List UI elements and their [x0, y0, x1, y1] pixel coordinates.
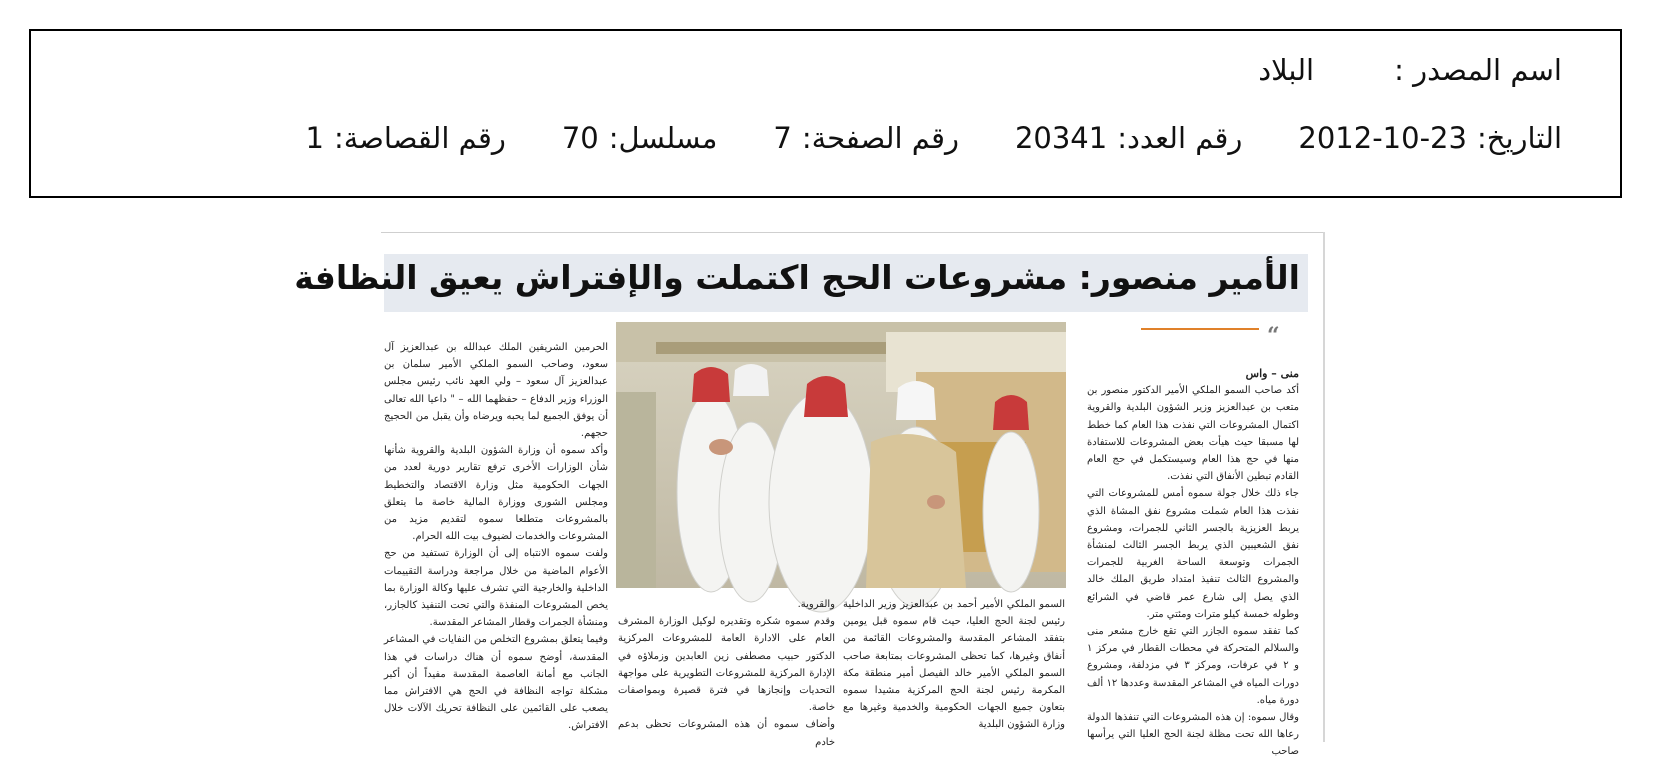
quote-mark-icon: “	[1267, 323, 1280, 349]
source-label: اسم المصدر :	[1394, 53, 1562, 87]
issue-value: 20341	[1014, 121, 1108, 155]
column-4-paragraph: الحرمين الشريفين الملك عبدالله بن عبدالعزيز آل سعود، وصاحب السمو الملكي الأمير سلمان بن عبدالعزيز آل سعود – ولي العهد نائب رئيس مجلس الوزراء وزير الدفاع – حفظهما الله – " داعيا الله تعالى أن يوفق الجميع لما يحبه ويرضاه وأن يقبل من الحجيج حجهم.	[384, 342, 608, 440]
clip-number-field	[306, 121, 506, 155]
details-row	[306, 121, 1563, 155]
clip-top-rule	[381, 232, 1325, 233]
column-3-paragraph: وأضاف سموه أن هذه المشروعات تحظى بدعم خادم	[618, 719, 835, 748]
serial-field	[562, 121, 718, 155]
column-3-paragraph: والقروية.	[797, 599, 835, 610]
column-4-paragraph: وفيما يتعلق بمشروع التخلص من النفايات في المشاعر المقدسة، أوضح سموه أن هناك دراسات في هذا الجانب مع أمانة العاصمة المقدسة مفيداً أن أكبر مشكلة تواجه النظافة في الحج هي الافتراش مما يصعب على القائمين على النظافة تحريك الآلات خلال الافتراش.	[384, 634, 608, 732]
page-value: 7	[773, 121, 792, 155]
article-column-4	[384, 339, 608, 739]
clip-number-value: 1	[305, 121, 324, 155]
column-1-paragraph: جاء ذلك خلال جولة سموه أمس للمشروعات التي نفذت هذا العام شملت مشروع نفق المشاة الذي يربط العزيزية بالجسر الثاني للجمرات، ومشروع نفق الشعيبين الذي يربط الجسر الثالث لمنشأة الجمرات وتوسعة الساحة الغربية للجمرات والمشروع الثالث تنفيذ امتداد طريق الملك خالد الذي يصل إلى شارع عمر قاضي في الشرائع وطوله خمسة كيلو مترات ومئتي متر.	[1087, 488, 1299, 620]
article-byline: منى – واس	[1245, 367, 1299, 380]
column-1-paragraph: أكد صاحب السمو الملكي الأمير الدكتور منصور بن متعب بن عبدالعزيز وزير الشؤون البلدية والقروية اكتمال المشروعات التي نفذت هذا العام كما خطط لها مسبقا حيث هيأت بعض المشروعات للاستفادة منها في حج هذا العام وسيستكمل في حج العام القادم تبطين الأنفاق التي نفذت.	[1087, 385, 1299, 483]
page-field	[773, 121, 959, 155]
column-1-paragraph: وقال سموه: إن هذه المشروعات التي تنفذها الدولة رعاها الله تحت مظلة لجنة الحج العليا التي يرأسها صاحب	[1087, 712, 1299, 758]
source-value: البلاد	[1258, 53, 1315, 87]
serial-label: مسلسل:	[608, 121, 718, 155]
serial-value: 70	[561, 121, 599, 155]
date-label: التاريخ:	[1476, 121, 1562, 155]
headline-bar	[294, 254, 1308, 312]
article-headline: الأمير منصور: مشروعات الحج اكتملت والإفتراش يعيق النظافة	[294, 258, 1300, 297]
column-4-paragraph: ولفت سموه الانتباه إلى أن الوزارة تستفيد من حج الأعوام الماضية من خلال مراجعة ودراسة التقييمات الداخلية والخارجية التي تشرف عليها وكالة الوزارة بما يخص المشروعات المنفذة والتي تحت التنفيذ كالجازر، ومنشأة الجمرات وقطار المشاعر المقدسة.	[384, 548, 608, 629]
source-row	[1258, 53, 1562, 87]
clipping-metadata-box	[29, 29, 1622, 198]
date-field	[1298, 121, 1562, 155]
clip-number-label: رقم القصاصة:	[333, 121, 506, 155]
issue-field	[1015, 121, 1242, 155]
issue-label: رقم العدد:	[1117, 121, 1243, 155]
date-value: 2012-10-23	[1298, 121, 1467, 155]
column-3-paragraph: وقدم سموه شكره وتقديره لوكيل الوزارة المشرف العام على الادارة العامة للمشروعات المركزية الدكتور حبيب مصطفى زين العابدين وزملاؤه في الإدارة المركزية للمشروعات التطويرية على مواجهة التحديات وإنجازها في فترة قصيرة وبمواصفات خاصة.	[618, 616, 835, 714]
article-column-2	[843, 596, 1065, 740]
column-4-paragraph: وأكد سموه أن وزارة الشؤون البلدية والقروية شأنها شأن الوزارات الأخرى ترفع تقارير دورية لعدد من الجهات الحكومية مثل وزارة الاقتصاد والتخطيط ومجلس الشورى ووزارة المالية خاصة ما يتعلق بالمشروعات متطلعا سموه لتقديم مزيد من المشروعات والخدمات لضيوف بيت الله الحرام.	[384, 445, 608, 543]
clip-right-edge	[1323, 232, 1325, 742]
page-label: رقم الصفحة:	[801, 121, 959, 155]
accent-rule	[1141, 328, 1259, 330]
article-photo	[616, 322, 1066, 588]
newspaper-clipping	[294, 232, 1325, 758]
column-2-paragraph: السمو الملكي الأمير أحمد بن عبدالعزيز وزير الداخلية رئيس لجنة الحج العليا، حيث قام سموه قبل يومين بتفقد المشاعر المقدسة والمشروعات القائمة من أنفاق وغيرها، كما تحظى المشروعات بمتابعة صاحب السمو الملكي الأمير خالد الفيصل أمير منطقة مكة المكرمة رئيس لجنة الحج المركزية مشيدا سموه بتعاون جميع الجهات الحكومية والخدمية وغيرها مع وزارة الشؤون البلدية	[843, 599, 1065, 731]
column-1-paragraph: كما تفقد سموه الجازر التي تقع خارج مشعر منى والسلالم المتحركة في محطات القطار في مركز ١ و ٢ في عرفات، ومركز ٣ في مزدلفة، ومشروع دورات المياه في المشاعر المقدسة وعددها ١٢ ألف دورة مياه.	[1087, 626, 1299, 706]
article-column-3	[618, 596, 835, 748]
article-column-1	[1087, 365, 1299, 758]
